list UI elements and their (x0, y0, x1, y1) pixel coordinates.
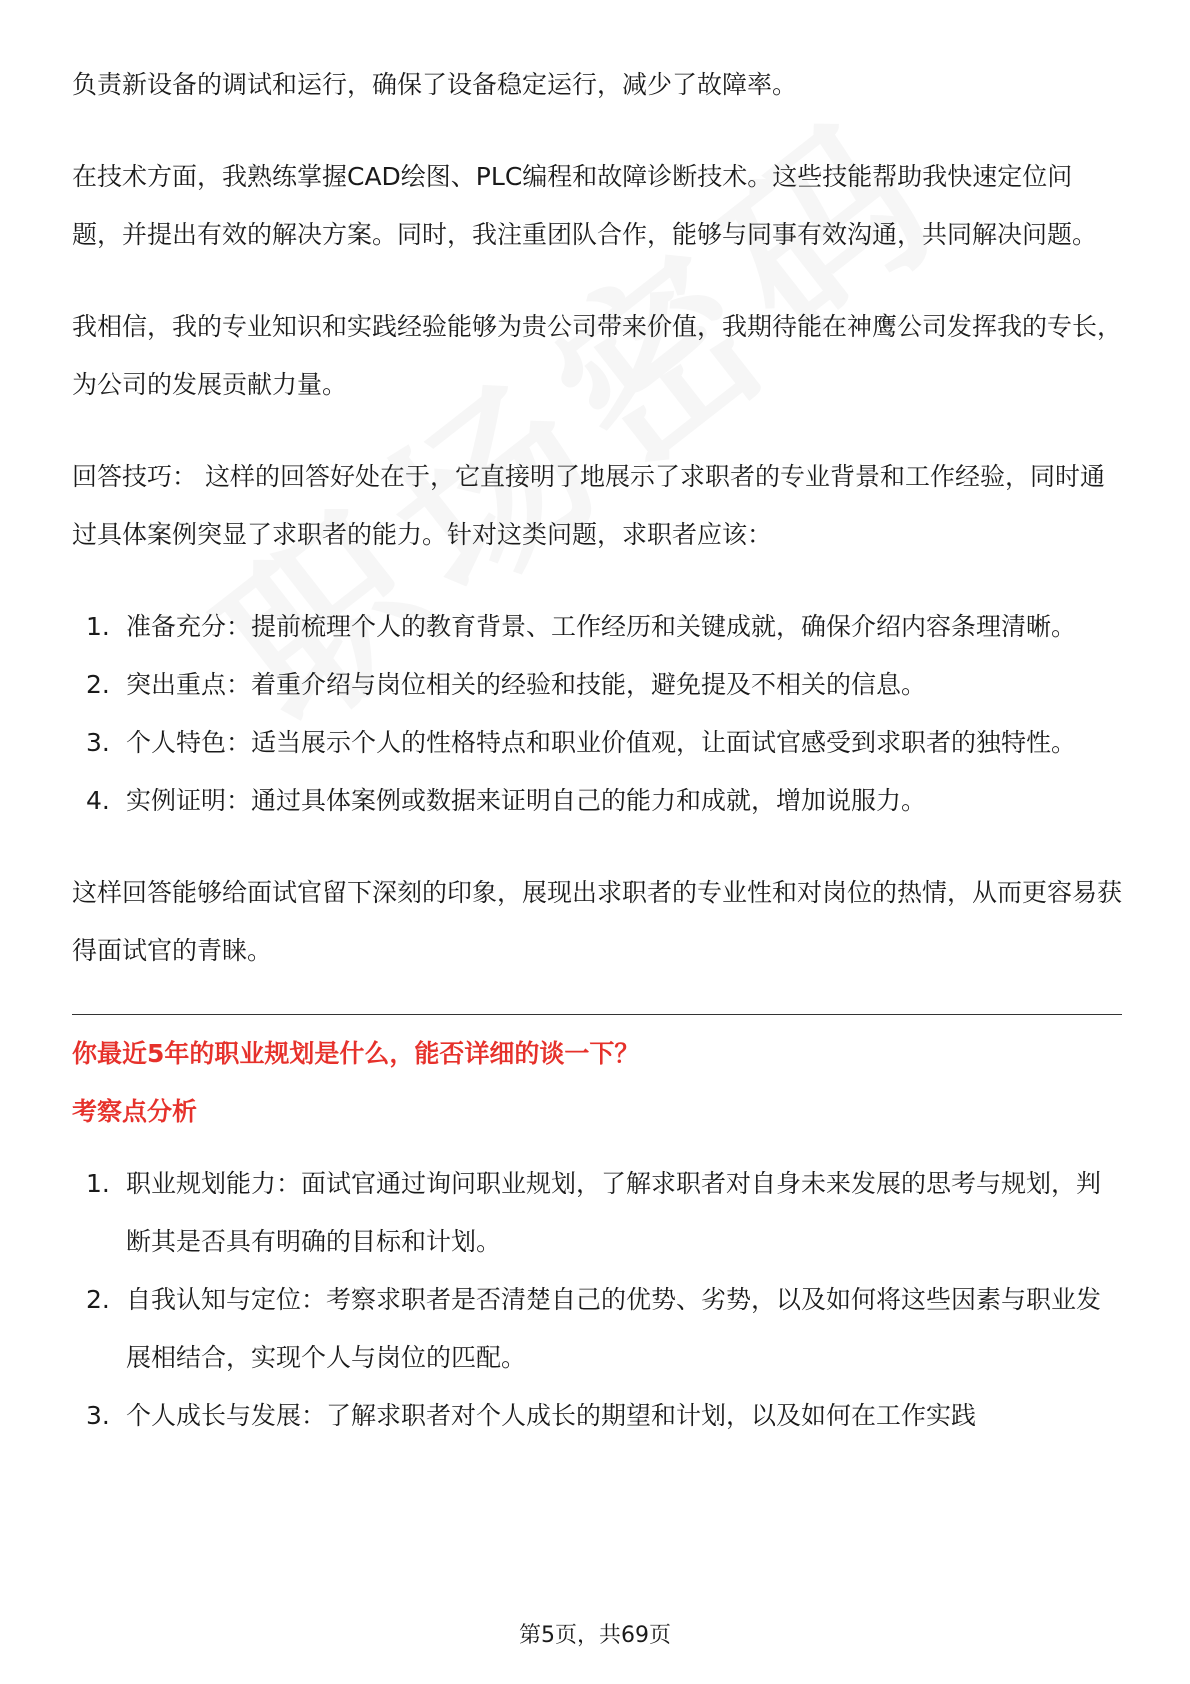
list-number: 4. (86, 786, 110, 815)
analysis-heading: 考察点分析 (72, 1097, 198, 1126)
list-item (72, 772, 1122, 830)
list-number: 2. (86, 1285, 110, 1314)
list-item (72, 1387, 1122, 1445)
page-number: 第5页，共69页 (519, 1623, 671, 1648)
list-item-text: 突出重点：着重介绍与岗位相关的经验和技能，避免提及不相关的信息。 (126, 670, 927, 699)
list-item-text: 职业规划能力：面试官通过询问职业规划，了解求职者对自身未来发展的思考与规划，判断其是否具有明确的目标和计划。 (126, 1169, 1102, 1256)
paragraph-conclusion: 这样回答能够给面试官留下深刻的印象，展现出求职者的专业性和对岗位的热情，从而更容易获得面试官的青睐。 (72, 878, 1123, 965)
list-number: 1. (86, 1169, 110, 1198)
list-item (72, 714, 1122, 772)
paragraph-2: 在技术方面，我熟练掌握CAD绘图、PLC编程和故障诊断技术。这些技能帮助我快速定位问题，并提出有效的解决方案。同时，我注重团队合作，能够与同事有效沟通，共同解决问题。 (72, 162, 1098, 249)
list-item-text: 自我认知与定位：考察求职者是否清楚自己的优势、劣势，以及如何将这些因素与职业发展相结合，实现个人与岗位的匹配。 (126, 1285, 1102, 1372)
list-number: 3. (86, 728, 110, 757)
paragraph-3: 我相信，我的专业知识和实践经验能够为贵公司带来价值，我期待能在神鹰公司发挥我的专长，为公司的发展贡献力量。 (72, 312, 1123, 399)
analysis-list (72, 1155, 1122, 1445)
document-page (72, 56, 1122, 1479)
list-item-text: 实例证明：通过具体案例或数据来证明自己的能力和成就，增加说服力。 (126, 786, 927, 815)
list-item-text: 个人成长与发展：了解求职者对个人成长的期望和计划，以及如何在工作实践 (126, 1401, 977, 1430)
list-number: 1. (86, 612, 110, 641)
section-divider (72, 1014, 1122, 1015)
tips-list (72, 598, 1122, 830)
list-number: 2. (86, 670, 110, 699)
list-item (72, 656, 1122, 714)
list-number: 3. (86, 1401, 110, 1430)
list-item (72, 1271, 1122, 1387)
paragraph-answer-tips: 回答技巧： 这样的回答好处在于，它直接明了地展示了求职者的专业背景和工作经验，同时通过具体案例突显了求职者的能力。针对这类问题，求职者应该： (72, 462, 1105, 549)
list-item (72, 1155, 1122, 1271)
paragraph-1: 负责新设备的调试和运行，确保了设备稳定运行，减少了故障率。 (72, 70, 798, 99)
list-item (72, 598, 1122, 656)
question-heading: 你最近5年的职业规划是什么，能否详细的谈一下？ (72, 1039, 640, 1068)
list-item-text: 准备充分：提前梳理个人的教育背景、工作经历和关键成就，确保介绍内容条理清晰。 (126, 612, 1077, 641)
list-item-text: 个人特色：适当展示个人的性格特点和职业价值观，让面试官感受到求职者的独特性。 (126, 728, 1077, 757)
